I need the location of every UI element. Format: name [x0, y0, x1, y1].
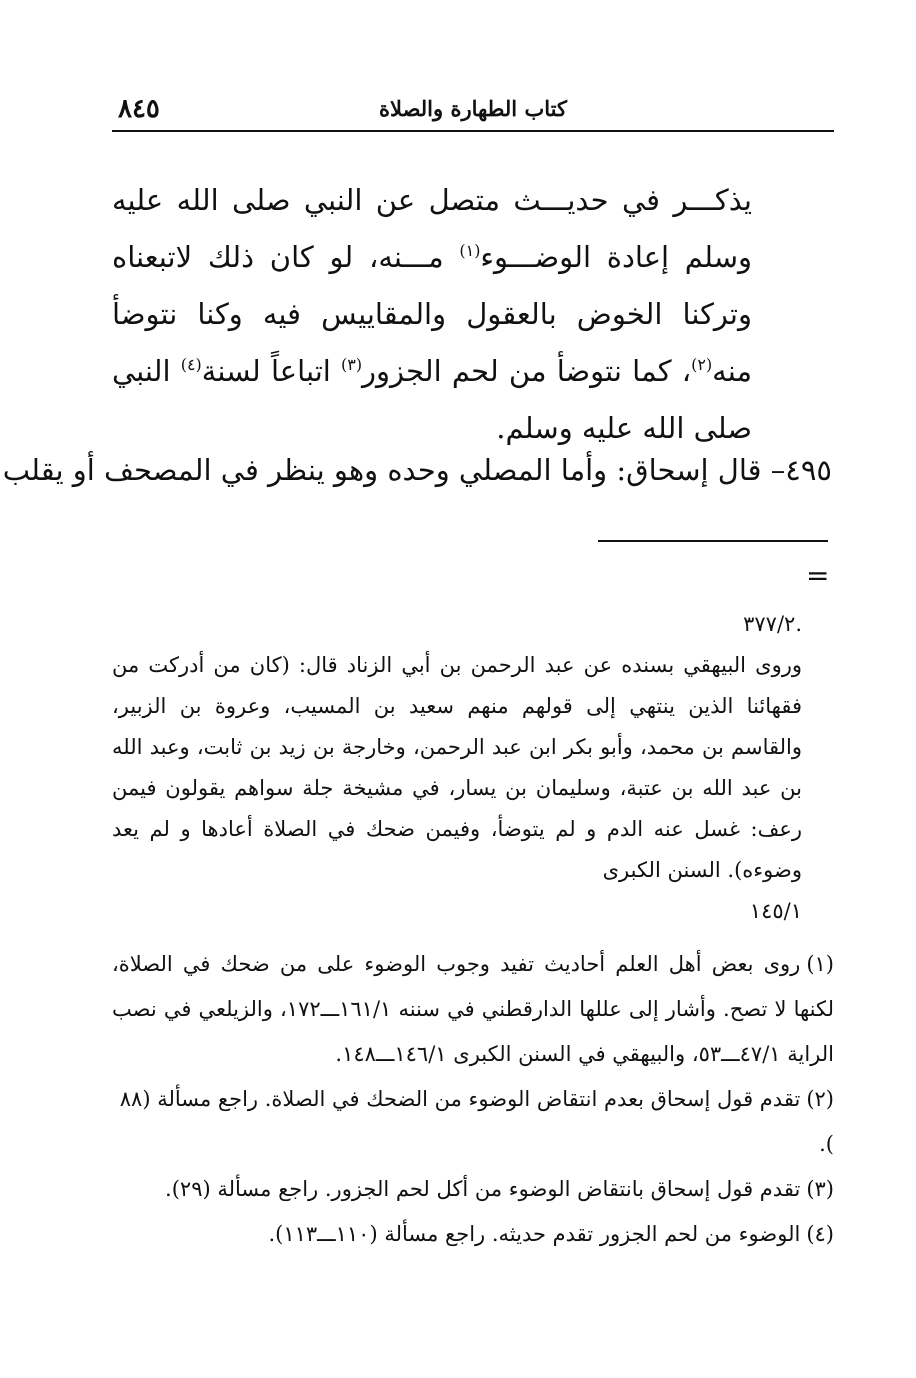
- continued-footnote: [112, 604, 834, 932]
- footnote-text: تقدم قول إسحاق بانتقاض الوضوء من أكل لحم الجزور. راجع مسألة (٢٩).: [165, 1177, 801, 1201]
- footnote-text: تقدم قول إسحاق بعدم انتقاض الوضوء من الضحك في الصلاة. راجع مسألة (٨٨: [119, 1087, 801, 1111]
- text-segment: النبي صلى الله عليه وسلم.: [112, 354, 752, 445]
- continued-reference: .٣٧٧/٢: [743, 612, 802, 636]
- footnotes-section: [112, 604, 834, 1257]
- footnote-number: (١): [806, 952, 834, 976]
- footnote-text: روى بعض أهل العلم أحاديث تفيد وجوب الوضوء على من ضحك في الصلاة، لكنها لا تصح. وأشار إلى عللها الدارقطني في سننه ١٦١/١ـــ١٧٢، والزيلعي في نصب الراية ٤٧/١ـــ٥٣، والبيهقي في السنن الكبرى ١٤٦/١ـــ١٤٨.: [112, 952, 834, 1066]
- footnote-number: (٤): [806, 1222, 834, 1246]
- footnote-3: [112, 1167, 834, 1212]
- text-segment: اتباعاً لسنة: [201, 354, 342, 388]
- main-text: [112, 172, 752, 457]
- continuation-mark: =: [806, 559, 830, 592]
- footnote-ref-3[interactable]: (٣): [341, 354, 363, 374]
- footnote-4: [112, 1212, 834, 1257]
- page-number: ٨٤٥: [118, 94, 160, 124]
- book-title: كتاب الطهارة والصلاة: [379, 96, 567, 121]
- text-segment: يذكـــر في حديـــث متصل عن النبي صلى الله عليه وسلم إعادة الوضـــوء: [112, 183, 752, 274]
- text-segment: ، كما نتوضأ من لحم الجزور: [362, 354, 692, 388]
- footnote-text: الوضوء من لحم الجزور تقدم حديثه. راجع مسألة (١١٠ـــ١١٣).: [268, 1222, 801, 1246]
- issue-495-line: ٤٩٥– قال إسحاق: وأما المصلي وحده وهو ينظر في المصحف أو يقلب: [2, 453, 832, 487]
- footnote-2: [112, 1077, 834, 1167]
- continued-footnote-text: وروى البيهقي بسنده عن عبد الرحمن بن أبي الزناد قال: (كان من أدركت من فقهائنا الذين ينتهي إلى قولهم منهم سعيد بن المسيب، وعروة بن الزبير، والقاسم بن محمد، وأبو بكر ابن عبد الرحمن، وخارجة بن زيد بن ثابت، وعبد الله بن عبد الله بن عتبة، وسليمان بن يسار، في مشيخة جلة سواهم يقولون فيمن رعف: غسل عنه الدم و لم يتوضأ، وفيمن ضحك في الصلاة أعادها و لم يعد وضوءه). السنن الكبرى: [112, 653, 802, 882]
- footnote-ref-1[interactable]: (١): [459, 240, 481, 260]
- footnote-1: [112, 942, 834, 1077]
- footnote-number: (٢): [806, 1087, 834, 1111]
- footnote-ref-4[interactable]: (٤): [180, 354, 202, 374]
- footnote-separator: [598, 540, 828, 542]
- main-paragraph: [112, 172, 752, 457]
- continued-footnote-source: ١٤٥/١: [749, 899, 802, 923]
- text-segment: مـــنه، لو كان ذلك لاتبعناه وتركنا الخوض بالعقول والمقاييس فيه وكنا نتوضأ منه: [112, 240, 752, 388]
- page-header: [112, 92, 834, 132]
- footnote-ref-2[interactable]: (٢): [691, 354, 713, 374]
- footnote-text-tail: ).: [819, 1132, 834, 1156]
- footnote-number: (٣): [806, 1177, 834, 1201]
